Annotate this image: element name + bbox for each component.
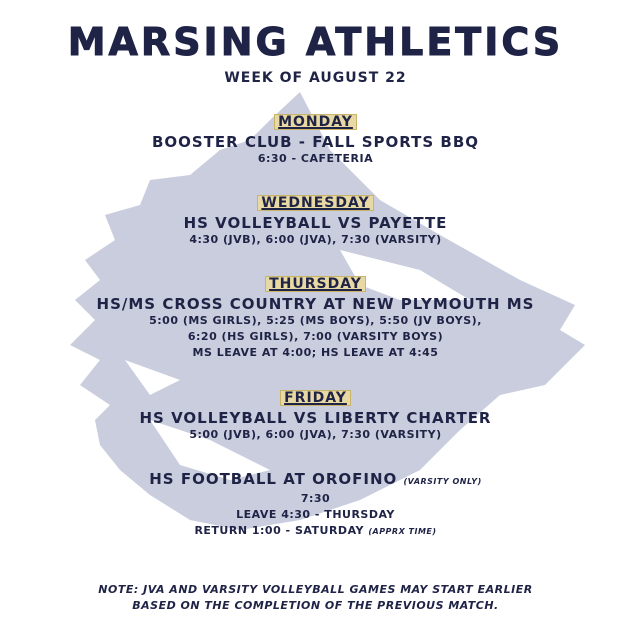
event-return: RETURN 1:00 - SATURDAY (APPRX TIME) [194,524,437,537]
varsity-only-note: (VARSITY ONLY) [403,477,482,486]
event-detail: 6:30 - CAFETERIA [257,152,374,165]
thursday-block [0,276,631,361]
day-label-thursday: THURSDAY [0,276,631,292]
event-detail: 5:00 (MS GIRLS), 5:25 (MS BOYS), 5:50 (JV BOYS), [149,314,482,327]
event-title: HS VOLLEYBALL VS PAYETTE [183,214,448,232]
page-title: MARSING ATHLETICS [67,20,564,64]
week-subtitle: WEEK OF AUGUST 22 [224,70,407,86]
monday-block [0,114,631,167]
event-time: 7:30 [300,492,331,505]
event-detail: MS LEAVE AT 4:00; HS LEAVE AT 4:45 [192,346,439,359]
footnote [0,582,631,614]
wednesday-block [0,195,631,248]
footnote-line: BASED ON THE COMPLETION OF THE PREVIOUS MATCH. [132,599,499,612]
event-detail: 5:00 (JVB), 6:00 (JVA), 7:30 (VARSITY) [189,428,442,441]
event-leave: LEAVE 4:30 - THURSDAY [236,508,395,521]
approx-time-note: (APPRX TIME) [368,527,437,536]
event-detail: 6:20 (HS GIRLS), 7:00 (VARSITY BOYS) [187,330,444,343]
day-label-monday: MONDAY [0,114,631,130]
friday-block [0,390,631,443]
event-title: BOOSTER CLUB - FALL SPORTS BBQ [151,133,480,151]
day-label-friday: FRIDAY [0,390,631,406]
event-title: HS/MS CROSS COUNTRY AT NEW PLYMOUTH MS [96,295,535,313]
event-title: HS VOLLEYBALL VS LIBERTY CHARTER [139,409,492,427]
footnote-line: NOTE: JVA AND VARSITY VOLLEYBALL GAMES MAY START EARLIER [98,583,533,596]
day-label-wednesday: WEDNESDAY [0,195,631,211]
event-title: HS FOOTBALL AT OROFINO (VARSITY ONLY) [149,470,482,488]
event-detail: 4:30 (JVB), 6:00 (JVA), 7:30 (VARSITY) [189,233,442,246]
football-block [0,470,631,540]
